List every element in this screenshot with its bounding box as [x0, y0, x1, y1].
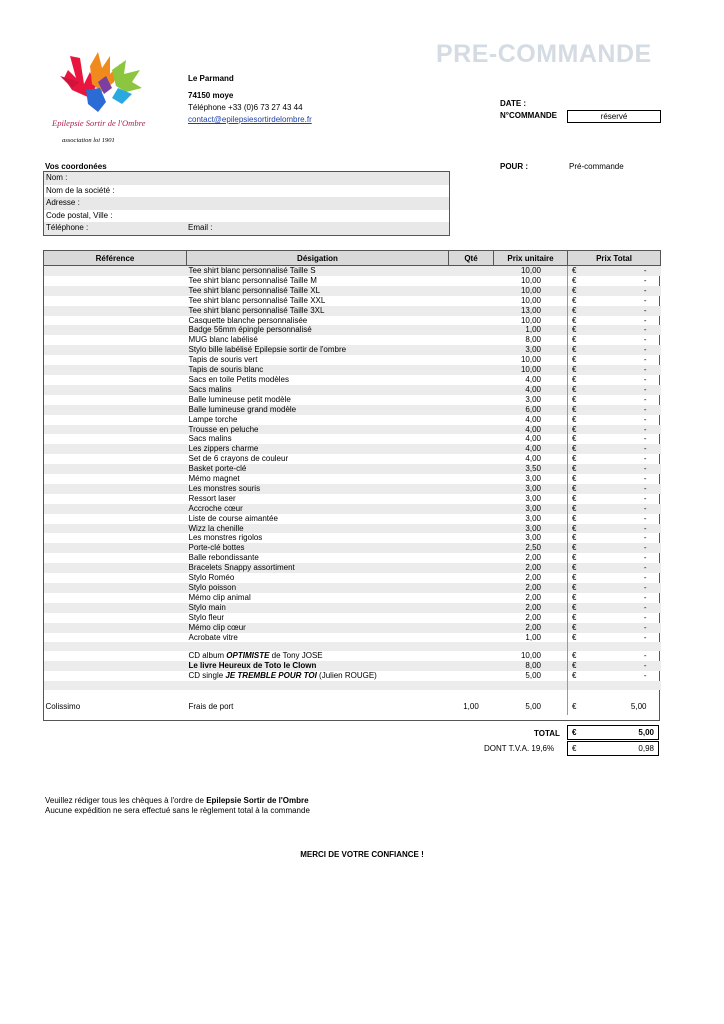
item-designation: Sacs malins: [187, 385, 449, 395]
logo-subtext: association loi 1901: [62, 137, 115, 144]
item-designation: Le livre Heureux de Toto le Clown: [187, 661, 449, 671]
col-ref: Référence: [44, 251, 187, 266]
price-total-cell: € -: [568, 603, 661, 613]
price-total-cell: € -: [568, 306, 661, 316]
table-row: [44, 661, 661, 671]
item-designation: MUG blanc labélisé: [188, 335, 258, 345]
total-box: € 5,00: [567, 725, 659, 740]
total-label: TOTAL: [534, 729, 560, 738]
item-designation: Balle lumineuse grand modèle: [187, 405, 449, 415]
item-designation: CD single JE TREMBLE POUR TOI (Julien ROUGE): [188, 671, 377, 681]
coords-tel[interactable]: Téléphone : Email :: [44, 222, 449, 235]
item-unit-price: 4,00: [525, 414, 541, 424]
table-row: [44, 425, 661, 435]
item-designation: Tapis de souris blanc: [187, 365, 449, 375]
price-total-cell: € -: [568, 484, 661, 494]
item-designation: Liste de course aimantée: [188, 513, 278, 523]
item-designation: CD album OPTIMISTE de Tony JOSE: [188, 651, 323, 661]
table-row: [44, 553, 661, 563]
price-total-cell: € -: [568, 316, 661, 326]
org-phone: Téléphone +33 (0)6 73 27 43 44: [188, 103, 303, 112]
item-designation: Stylo bille labélisé Epilepsie sortir de l'ombre: [187, 345, 449, 355]
coords-cp[interactable]: Code postal, Ville :: [46, 210, 113, 220]
item-designation: Balle rebondissante: [188, 553, 259, 563]
table-row: [44, 514, 661, 524]
table-row: [44, 276, 661, 286]
item-designation: Set de 6 crayons de couleur: [188, 454, 289, 464]
table-row: [44, 365, 661, 375]
item-designation: Basket porte-clé: [187, 464, 449, 474]
date-label: DATE :: [500, 99, 527, 108]
coords-adresse[interactable]: Adresse :: [44, 197, 449, 210]
item-designation: Tee shirt blanc personnalisé Taille XL: [187, 286, 449, 296]
item-unit-price: 10,00: [520, 295, 541, 305]
item-unit-price: 10,00: [494, 365, 568, 375]
items-table: [43, 250, 661, 715]
coords-email[interactable]: Email :: [188, 223, 213, 233]
item-designation: Sacs malins: [188, 434, 232, 444]
price-total-cell: € 5,00: [568, 699, 661, 715]
price-total-cell: € -: [568, 543, 661, 553]
table-row: [44, 355, 661, 365]
item-unit-price: 2,00: [494, 563, 568, 573]
total-value: 5,00: [638, 728, 654, 737]
item-unit-price: 4,00: [525, 434, 541, 444]
table-row: [44, 633, 661, 643]
commande-value: réservé: [567, 110, 661, 123]
table-row: [44, 385, 661, 395]
table-row: [44, 573, 661, 583]
table-row: [44, 454, 661, 464]
item-unit-price: 3,00: [494, 484, 568, 494]
table-row: [44, 335, 661, 345]
item-designation: Mémo clip cœur: [187, 623, 449, 633]
item-unit-price: 3,00: [494, 524, 568, 534]
item-designation: Les monstres souris: [187, 484, 449, 494]
price-total-cell: € -: [568, 504, 661, 514]
col-pu: Prix unitaire: [494, 251, 568, 266]
price-total-cell: € -: [568, 434, 661, 444]
table-row: [44, 474, 661, 484]
table-row: [44, 613, 661, 623]
item-designation: Stylo main: [187, 603, 449, 613]
item-unit-price: 5,00: [525, 671, 541, 681]
table-row: [44, 484, 661, 494]
table-row: [44, 690, 661, 699]
table-row: [44, 444, 661, 454]
price-total-cell: € -: [568, 425, 661, 435]
commande-label: N°COMMANDE: [500, 111, 557, 120]
price-total-cell: € -: [568, 563, 661, 573]
table-row: [44, 434, 661, 444]
table-row: [44, 583, 661, 593]
item-unit-price: 2,00: [525, 612, 541, 622]
item-unit-price: 8,00: [525, 335, 541, 345]
table-row: [44, 681, 661, 690]
item-designation: Tee shirt blanc personnalisé Taille XXL: [188, 295, 326, 305]
item-designation: Tee shirt blanc personnalisé Taille M: [188, 275, 317, 285]
item-unit-price: 3,00: [525, 513, 541, 523]
table-row: [44, 593, 661, 603]
table-row: [44, 296, 661, 306]
item-unit-price: 2,00: [525, 592, 541, 602]
org-city: 74150 moye: [188, 91, 234, 100]
item-designation: Casquette blanche personnalisée: [188, 315, 308, 325]
price-total-cell: € -: [568, 661, 661, 671]
item-unit-price: 10,00: [494, 286, 568, 296]
item-unit-price: 3,00: [494, 504, 568, 514]
item-designation: Porte-clé bottes: [187, 543, 449, 553]
item-unit-price: 2,00: [525, 553, 541, 563]
item-unit-price: 2,00: [494, 603, 568, 613]
table-row: [44, 642, 661, 651]
table-row: [44, 395, 661, 405]
item-unit-price: 10,00: [520, 355, 541, 365]
price-total-cell: € -: [568, 593, 661, 603]
table-row: [44, 286, 661, 296]
table-row: [44, 651, 661, 661]
document-title: PRE-COMMANDE: [436, 40, 652, 68]
item-designation: Tee shirt blanc personnalisé Taille 3XL: [187, 306, 449, 316]
col-des: Désigation: [187, 251, 449, 266]
table-row: [44, 524, 661, 534]
item-designation: Acrobate vitre: [188, 632, 238, 642]
payment-note: Veuillez rédiger tous les chèques à l'ordre de Epilepsie Sortir de l'Ombre Aucune expédition ne sera effectué sans le règlement total à la commande: [45, 796, 310, 815]
item-designation: Les zippers charme: [187, 444, 449, 454]
item-unit-price: 3,00: [525, 474, 541, 484]
item-unit-price: 4,00: [494, 425, 568, 435]
price-total-cell: € -: [568, 405, 661, 415]
item-designation: Tapis de souris vert: [188, 355, 258, 365]
price-total-cell: € -: [568, 494, 661, 504]
price-total-cell: € -: [568, 325, 661, 335]
price-total-cell: € -: [568, 671, 661, 681]
item-designation: Les monstres rigolos: [188, 533, 263, 543]
item-unit-price: 2,50: [494, 543, 568, 553]
price-total-cell: € -: [568, 464, 661, 474]
price-total-cell: € -: [568, 415, 661, 425]
price-total-cell: € -: [568, 613, 661, 623]
table-row: [44, 375, 661, 385]
item-unit-price: 4,00: [525, 374, 541, 384]
table-row: [44, 325, 661, 335]
tva-value: 0,98: [638, 744, 654, 753]
item-designation: Wizz la chenille: [187, 524, 449, 534]
pour-value: Pré-commande: [569, 162, 624, 171]
price-total-cell: € -: [568, 286, 661, 296]
table-row: [44, 306, 661, 316]
price-total-cell: € -: [568, 266, 661, 276]
price-total-cell: € -: [568, 573, 661, 583]
tva-box: € 0,98: [567, 741, 659, 756]
item-designation: Accroche cœur: [187, 504, 449, 514]
org-logo: [50, 48, 160, 148]
col-pt: Prix Total: [568, 251, 661, 266]
shipping-row: Colissimo Frais de port 1,00 5,00 € 5,00: [44, 699, 661, 715]
price-total-cell: € -: [568, 583, 661, 593]
org-email-link[interactable]: contact@epilepsiesortirdelombre.fr: [188, 115, 312, 124]
price-total-cell: € -: [568, 623, 661, 633]
table-row: [44, 345, 661, 355]
price-total-cell: € -: [568, 524, 661, 534]
col-qte: Qté: [449, 251, 494, 266]
coords-form: [43, 171, 450, 236]
hands-icon: [60, 52, 142, 112]
price-total-cell: € -: [568, 514, 661, 524]
item-designation: Balle lumineuse petit modèle: [188, 394, 291, 404]
table-row: [44, 603, 661, 613]
table-row: [44, 504, 661, 514]
item-unit-price: 1,00: [525, 632, 541, 642]
price-total-cell: € -: [568, 296, 661, 306]
item-unit-price: 10,00: [494, 266, 568, 276]
item-unit-price: 13,00: [494, 306, 568, 316]
pour-label: POUR :: [500, 162, 528, 171]
price-total-cell: € -: [568, 276, 661, 286]
price-total-cell: € -: [568, 651, 661, 661]
item-designation: Sacs en toile Petits modèles: [188, 374, 289, 384]
item-unit-price: 4,00: [494, 385, 568, 395]
price-total-cell: € -: [568, 454, 661, 464]
price-total-cell: € -: [568, 553, 661, 563]
item-designation: Tee shirt blanc personnalisé Taille S: [187, 266, 449, 276]
item-unit-price: 10,00: [520, 315, 541, 325]
price-total-cell: € -: [568, 474, 661, 484]
item-designation: Stylo poisson: [187, 583, 449, 593]
table-row: [44, 316, 661, 326]
item-unit-price: 4,00: [494, 444, 568, 454]
table-row: [44, 543, 661, 553]
item-unit-price: 8,00: [494, 661, 568, 671]
item-unit-price: 3,00: [494, 345, 568, 355]
coords-societe[interactable]: Nom de la société :: [46, 185, 115, 195]
table-row: [44, 415, 661, 425]
table-row: [44, 671, 661, 681]
item-designation: Bracelets Snappy assortiment: [187, 563, 449, 573]
coords-title: Vos coordonées: [45, 162, 107, 171]
item-designation: Lampe torche: [188, 414, 238, 424]
org-name: Le Parmand: [188, 74, 234, 83]
price-total-cell: € -: [568, 533, 661, 543]
item-designation: Stylo Roméo: [188, 573, 235, 583]
item-unit-price: 3,50: [494, 464, 568, 474]
table-row: [44, 405, 661, 415]
item-designation: Mémo clip animal: [188, 592, 251, 602]
item-unit-price: 10,00: [520, 651, 541, 661]
table-row: [44, 266, 661, 276]
item-designation: Badge 56mm épingle personnalisé: [187, 325, 449, 335]
item-unit-price: 2,00: [494, 583, 568, 593]
table-row: [44, 623, 661, 633]
item-unit-price: 4,00: [525, 454, 541, 464]
tva-label: DONT T.V.A. 19,6%: [484, 744, 555, 753]
price-total-cell: € -: [568, 335, 661, 345]
item-unit-price: 1,00: [494, 325, 568, 335]
item-unit-price: 6,00: [494, 405, 568, 415]
item-unit-price: 2,00: [494, 623, 568, 633]
price-total-cell: € -: [568, 345, 661, 355]
table-row: [44, 563, 661, 573]
item-unit-price: 3,00: [525, 394, 541, 404]
price-total-cell: € -: [568, 395, 661, 405]
table-row: [44, 533, 661, 543]
price-total-cell: € -: [568, 365, 661, 375]
item-designation: Mémo magnet: [188, 474, 240, 484]
item-designation: Ressort laser: [188, 493, 236, 503]
item-unit-price: 10,00: [520, 275, 541, 285]
thanks-message: MERCI DE VOTRE CONFIANCE !: [300, 850, 424, 859]
price-total-cell: € -: [568, 355, 661, 365]
table-row: [44, 494, 661, 504]
coords-nom[interactable]: Nom :: [44, 172, 449, 185]
item-unit-price: 3,00: [525, 533, 541, 543]
item-unit-price: 2,00: [525, 573, 541, 583]
table-row: [44, 464, 661, 474]
price-total-cell: € -: [568, 444, 661, 454]
item-unit-price: 3,00: [525, 493, 541, 503]
price-total-cell: € -: [568, 375, 661, 385]
item-designation: Trousse en peluche: [187, 425, 449, 435]
item-designation: Stylo fleur: [188, 612, 225, 622]
price-total-cell: € -: [568, 385, 661, 395]
logo-text: Epilepsie Sortir de l'Ombre: [52, 118, 146, 128]
org-block: [188, 73, 312, 126]
price-total-cell: € -: [568, 633, 661, 643]
